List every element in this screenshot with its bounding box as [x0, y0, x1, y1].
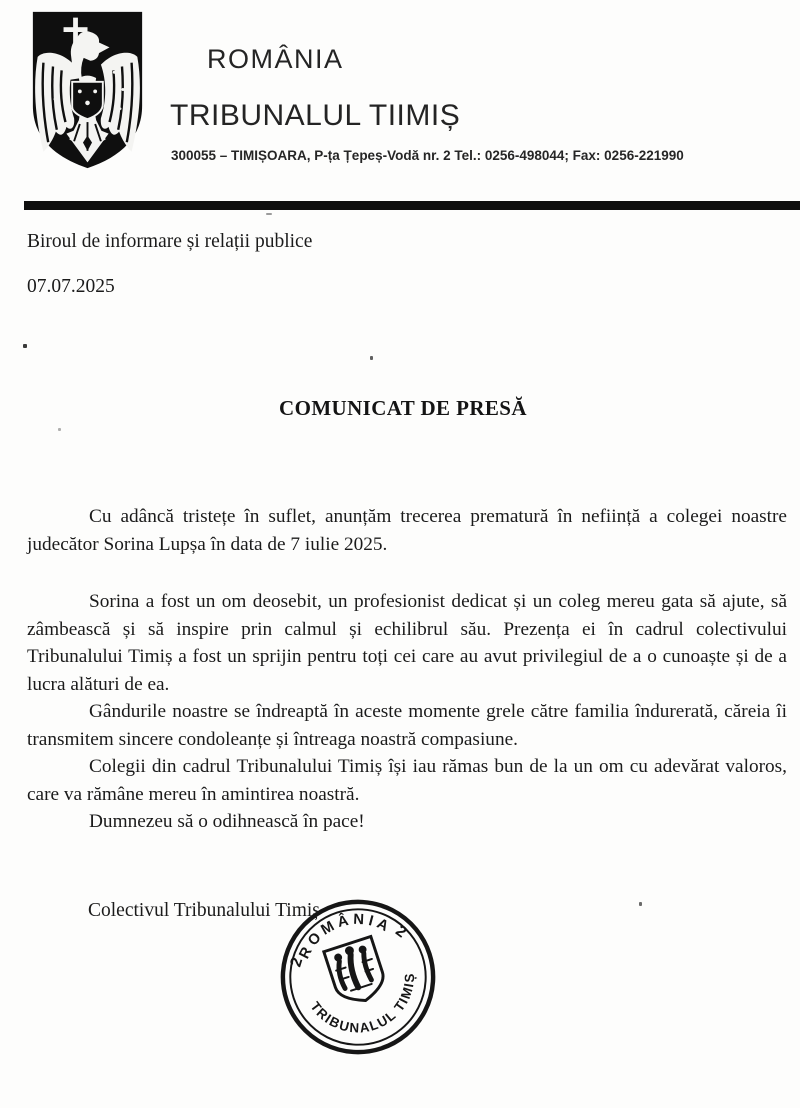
header-country: ROMÂNIA	[207, 44, 344, 74]
scan-speck	[370, 356, 373, 360]
date-line: 07.07.2025	[27, 276, 115, 297]
paragraph-closing: Dumnezeu să o odihnească în pace!	[89, 811, 365, 832]
office-line: Biroul de informare și relații publice	[27, 231, 313, 252]
document-title: COMUNICAT DE PRESĂ	[279, 396, 527, 420]
coat-of-arms-emblem	[30, 8, 145, 171]
stamp-left-number: 2	[287, 955, 307, 969]
stamp-bottom-text: TRIBUNALUL TIMIȘ	[307, 971, 418, 1036]
stamp-top-text: ROMÂNIA	[296, 911, 395, 962]
paragraph-condolences: Gândurile noastre se îndreaptă în aceste momente grele către familia îndurerată, căreia îi transmitem sincere condoleanțe și întreaga noastră compasiune.	[27, 701, 787, 750]
stamp-right-number: 2	[392, 922, 410, 942]
scan-speck	[639, 902, 642, 906]
scan-speck	[23, 344, 27, 348]
paragraph-announcement: Cu adâncă tristețe în suflet, anunțăm trecerea prematură în neființă a colegei noastre judecător Sorina Lupșa în data de 7 iulie 2025.	[27, 506, 787, 555]
header-address: 300055 – TIMIȘOARA, P-ța Țepeș-Vodă nr. 2 Tel.: 0256-498044; Fax: 0256-221990	[171, 148, 684, 163]
header-institution: TRIBUNALUL TIIMIȘ	[170, 99, 461, 132]
header-divider	[24, 201, 800, 210]
tribunal-stamp-icon	[274, 893, 442, 1061]
romanian-eagle-icon	[30, 8, 145, 171]
scan-speck	[58, 428, 61, 431]
round-stamp	[274, 893, 442, 1061]
body-text	[27, 503, 787, 836]
paragraph-tribute: Sorina a fost un om deosebit, un profesionist dedicat și un coleg mereu gata să ajute, să zâmbească și să inspire prin calmul și echilibrul său. Prezența ei în cadrul colectivului Tribunalului Timiș a fost un sprijin pentru toți cei care au avut privilegiul de a o cunoaște și de a lucra alături de ea.	[27, 591, 787, 695]
scan-speck	[266, 213, 272, 215]
stamp-shield-icon	[324, 936, 389, 1008]
signature-line: Colectivul Tribunalului Timiș	[88, 900, 320, 921]
paragraph-farewell: Colegii din cadrul Tribunalului Timiș își iau rămas bun de la un om cu adevărat valoros, care va rămâne mereu în amintirea noastră.	[27, 756, 787, 805]
